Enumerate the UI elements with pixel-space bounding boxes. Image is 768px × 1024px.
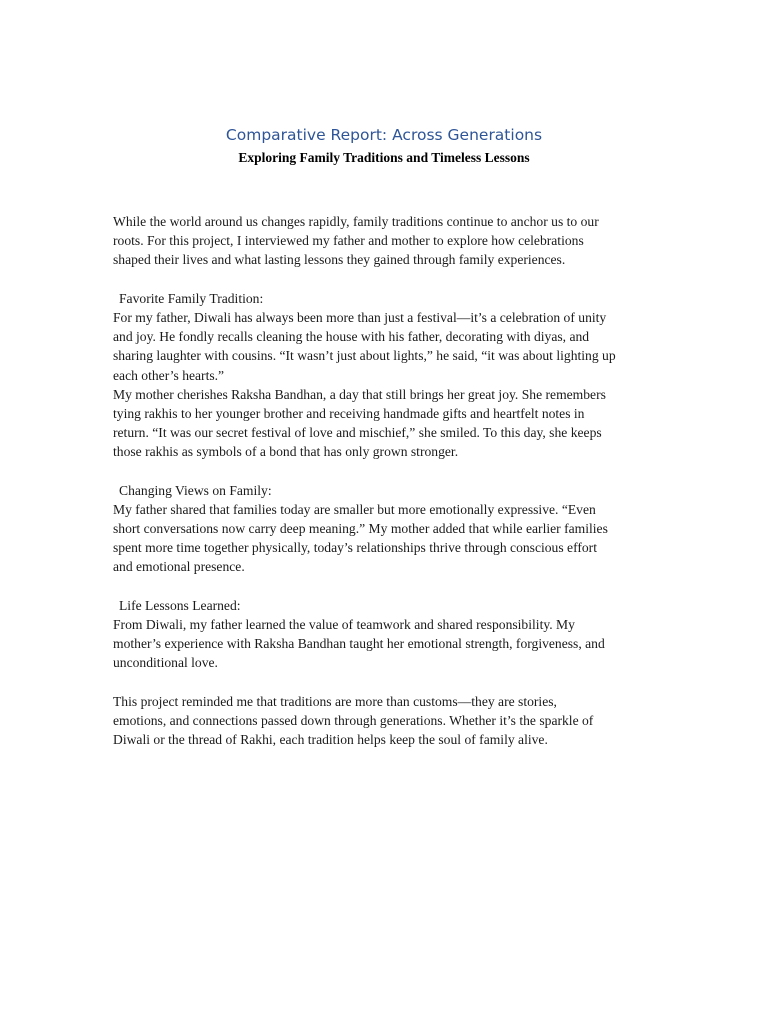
paragraph-gap [113,270,653,289]
text-line: spent more time together physically, today’s relationships thrive through conscious effort [113,540,597,556]
text-line: My mother cherishes Raksha Bandhan, a day that still brings her great joy. She remembers [113,386,606,402]
section-heading: Changing Views on Family: [119,482,272,498]
document-body [113,212,653,749]
text-line: This project reminded me that traditions are more than customs—they are stories, [113,693,557,709]
section-life-lessons [113,596,653,673]
paragraph-gap [113,577,653,596]
page-subtitle: Exploring Family Traditions and Timeless Lessons [238,150,530,165]
text-line: short conversations now carry deep meaning.” My mother added that while earlier families [113,521,608,536]
text-line: My father shared that families today are smaller but more emotionally expressive. “Even [113,501,596,517]
text-line: While the world around us changes rapidly, family traditions continue to anchor us to our [113,214,599,229]
text-line: roots. For this project, I interviewed my father and mother to explore how celebrations [113,233,584,249]
text-line: return. “It was our secret festival of love and mischief,” she smiled. To this day, she keeps [113,425,602,441]
text-line: From Diwali, my father learned the value of teamwork and shared responsibility. My [113,616,575,632]
text-line: and emotional presence. [113,559,245,575]
paragraph-gap [113,673,653,692]
page-title: Comparative Report: Across Generations [225,126,543,144]
text-line: tying rakhis to her younger brother and receiving handmade gifts and heartfelt notes in [113,405,585,421]
intro-paragraph [113,212,653,270]
section-heading: Life Lessons Learned: [119,597,241,613]
text-line: For my father, Diwali has always been more than just a festival—it’s a celebration of unity [113,309,607,325]
text-line: unconditional love. [113,655,218,671]
text-line: sharing laughter with cousins. “It wasn’t just about lights,” he said, “it was about lighting up [113,348,616,364]
section-favorite-tradition [113,289,653,462]
text-line: Diwali or the thread of Rakhi, each tradition helps keep the soul of family alive. [113,732,548,748]
paragraph-gap [113,461,653,480]
text-line: emotions, and connections passed down through generations. Whether it’s the sparkle of [113,712,594,728]
conclusion-paragraph [113,692,653,750]
text-line: and joy. He fondly recalls cleaning the house with his father, decorating with diyas, and [113,329,590,345]
text-line: those rakhis as symbols of a bond that has only grown stronger. [113,444,459,460]
text-line: each other’s hearts.” [113,367,225,383]
section-heading: Favorite Family Tradition: [119,290,264,306]
section-changing-views [113,481,653,577]
text-line: shaped their lives and what lasting lessons they gained through family experiences. [113,252,566,268]
text-line: mother’s experience with Raksha Bandhan taught her emotional strength, forgiveness, and [113,636,605,652]
